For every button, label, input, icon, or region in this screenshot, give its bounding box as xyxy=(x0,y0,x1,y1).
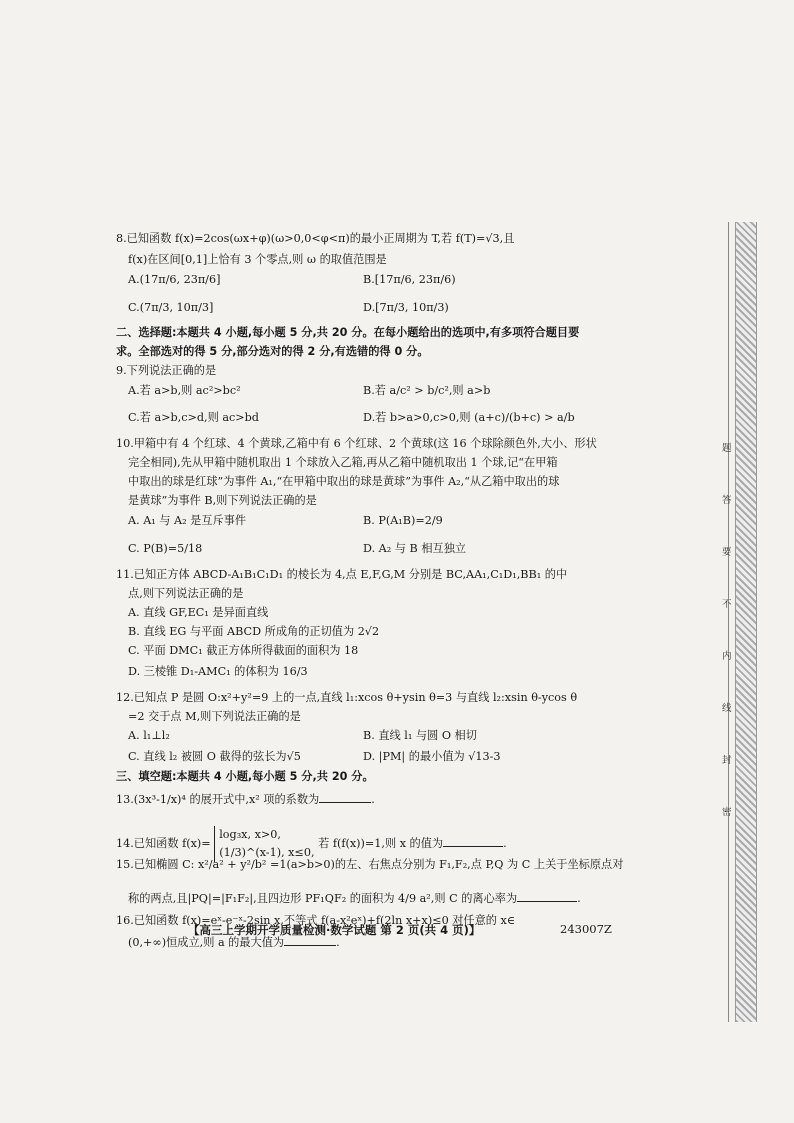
q10-option-d: D. A₂ 与 B 相互独立 xyxy=(363,542,467,555)
q11-option-d: D. 三棱锥 D₁-AMC₁ 的体积为 16/3 xyxy=(128,665,308,678)
binding-char: 题 xyxy=(722,443,732,454)
q10-option-c: C. P(B)=5/18 xyxy=(128,542,203,555)
q9-option-d: D.若 b>a>0,c>0,则 (a+c)/(b+c) > a/b xyxy=(363,411,575,424)
q15-line1: 15.已知椭圆 C: x²/a² + y²/b² =1(a>b>0)的左、右焦点分别为 F₁,F₂,点 P,Q 为 C 上关于坐标原点对 xyxy=(116,858,624,871)
q11-option-c: C. 平面 DMC₁ 截正方体所得截面的面积为 18 xyxy=(128,644,359,657)
q15-line2-text: 称的两点,且|PQ|=|F₁F₂|,且四边形 PF₁QF₂ 的面积为 4/9 a²,则 C 的离心率为 xyxy=(128,892,518,905)
q8-line1: 8.已知函数 f(x)=2cos(ωx+φ)(ω>0,0<φ<π)的最小正周期为 T,若 f(T)=√3,且 xyxy=(116,232,515,245)
q14: 14.已知函数 f(x)= log₃x, x>0, (1/3)^(x-1), x≤0, 若 f(f(x))=1,则 x 的值为 . xyxy=(116,826,507,862)
binding-char: 密 xyxy=(722,807,732,818)
binding-char: 要 xyxy=(722,547,732,558)
q15-line2: 称的两点,且|PQ|=|F₁F₂|,且四边形 PF₁QF₂ 的面积为 4/9 a²,则 C 的离心率为 . xyxy=(128,892,581,905)
q12-line2: =2 交于点 M,则下列说法正确的是 xyxy=(128,710,301,723)
binding-char: 封 xyxy=(722,755,732,766)
section2-line2: 求。全部选对的得 5 分,部分选对的得 2 分,有选错的得 0 分。 xyxy=(116,345,429,358)
q10-line3: 中取出的球是红球”为事件 A₁,“在甲箱中取出的球是黄球”为事件 A₂,“从乙箱中取出的球 xyxy=(128,475,560,488)
binding-char: 答 xyxy=(722,495,732,506)
q12-option-c: C. 直线 l₂ 被圆 O 截得的弦长为√5 xyxy=(128,750,301,763)
binding-char: 线 xyxy=(722,703,732,714)
q8-option-c: C.(7π/3, 10π/3] xyxy=(128,301,214,314)
q16-line2: (0,+∞)恒成立,则 a 的最大值为 . xyxy=(128,936,340,949)
page-footer: 【高三上学期开学质量检测·数学试题 第 2 页(共 4 页)】 xyxy=(188,923,481,937)
q8-option-b: B.[17π/6, 23π/6) xyxy=(363,273,456,286)
q9-option-a: A.若 a>b,则 ac²>bc² xyxy=(128,384,241,397)
q14-pre: 14.已知函数 f(x)= xyxy=(116,836,211,850)
q14-case2: (1/3)^(x-1), x≤0, xyxy=(219,845,315,859)
q13-text: 13.(3x³-1/x)⁴ 的展开式中,x² 项的系数为 xyxy=(116,793,320,806)
q10-line1: 10.甲箱中有 4 个红球、4 个黄球,乙箱中有 6 个红球、2 个黄球(这 16 个球除颜色外,大小、形状 xyxy=(116,437,597,450)
q11-line1: 11.已知正方体 ABCD-A₁B₁C₁D₁ 的棱长为 4,点 E,F,G,M 分别是 BC,AA₁,C₁D₁,BB₁ 的中 xyxy=(116,568,568,581)
q14-case1: log₃x, x>0, xyxy=(219,828,281,841)
q12-option-a: A. l₁⊥l₂ xyxy=(128,729,170,742)
q12-option-b: B. 直线 l₁ 与圆 O 相切 xyxy=(363,729,477,742)
q16-line2-text: (0,+∞)恒成立,则 a 的最大值为 xyxy=(128,936,285,949)
q11-option-b: B. 直线 EG 与平面 ABCD 所成角的正切值为 2√2 xyxy=(128,625,380,638)
q11-line2: 点,则下列说法正确的是 xyxy=(128,587,244,600)
binding-char: 内 xyxy=(722,651,732,662)
q13-answer-blank[interactable] xyxy=(319,792,371,803)
q15-answer-blank[interactable] xyxy=(517,891,577,902)
q16-line1: 16.已知函数 f(x)=eˣ-e⁻ˣ-2sin x,不等式 f(a-x²eˣ)+f(2ln x+x)≤0 对任意的 x∈ xyxy=(116,914,516,927)
q12-line1: 12.已知点 P 是圆 O:x²+y²=9 上的一点,直线 l₁:xcos θ+ysin θ=3 与直线 l₂:xsin θ-ycos θ xyxy=(116,691,578,704)
q8-option-a: A.(17π/6, 23π/6] xyxy=(128,273,221,286)
section2-line1: 二、选择题:本题共 4 小题,每小题 5 分,共 20 分。在每小题给出的选项中,有多项符合题目要 xyxy=(116,326,580,339)
q8-line2: f(x)在区间[0,1]上恰有 3 个零点,则 ω 的取值范围是 xyxy=(128,253,387,266)
q12-option-d: D. |PM| 的最小值为 √13-3 xyxy=(363,750,501,763)
q9-stem: 9.下列说法正确的是 xyxy=(116,364,217,377)
q8-option-d: D.[7π/3, 10π/3) xyxy=(363,301,449,314)
exam-code: 243007Z xyxy=(560,922,612,936)
binding-strip xyxy=(735,222,757,1022)
binding-char: 不 xyxy=(722,599,732,610)
q10-option-a: A. A₁ 与 A₂ 是互斥事件 xyxy=(128,514,247,527)
q9-option-c: C.若 a>b,c>d,则 ac>bd xyxy=(128,411,259,424)
q14-post: 若 f(f(x))=1,则 x 的值为 xyxy=(318,836,444,850)
q10-line4: 是黄球”为事件 B,则下列说法正确的是 xyxy=(128,494,317,507)
q14-answer-blank[interactable] xyxy=(443,836,503,847)
q11-option-a: A. 直线 GF,EC₁ 是异面直线 xyxy=(128,606,269,619)
binding-line xyxy=(728,222,729,1022)
q10-line2: 完全相同),先从甲箱中随机取出 1 个球放入乙箱,再从乙箱中随机取出 1 个球,记“在甲箱 xyxy=(128,456,558,469)
q10-option-b: B. P(A₁B)=2/9 xyxy=(363,514,443,527)
section3: 三、填空题:本题共 4 小题,每小题 5 分,共 20 分。 xyxy=(116,770,374,783)
q9-option-b: B.若 a/c² > b/c²,则 a>b xyxy=(363,384,491,397)
q13: 13.(3x³-1/x)⁴ 的展开式中,x² 项的系数为 . xyxy=(116,793,375,806)
